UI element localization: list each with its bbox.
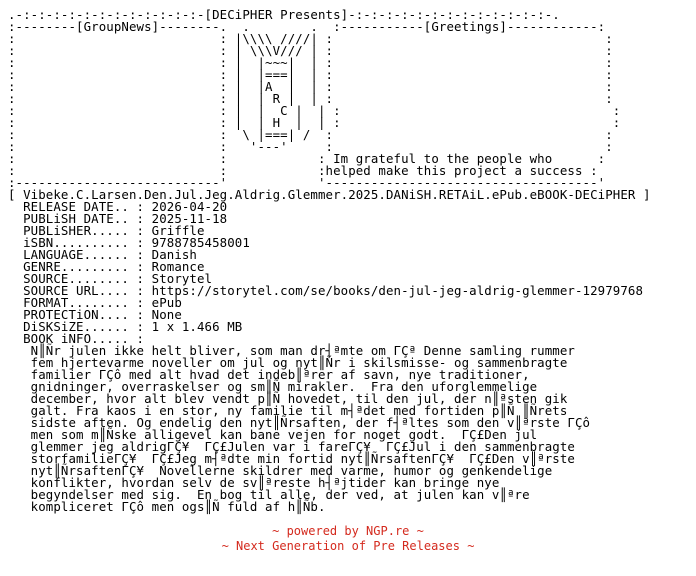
powered-by-suffix: ~ xyxy=(409,524,424,538)
nfo-text: .-:-:-:-:-:-:-:-:-:-:-:-:-[DECiPHER Presents]-:-:-:-:-:-:-:-:-:-:-:-:-:-. :--------[GroupNews]--------. . . :-----------[Greetings]------------: : : |\\\\ ////| : : : : | \\\V/// | : : : : | |~~~| | : : : : | |===| | : : : : | |A | | : : : : | | R | | : : : : | | C | | : : : : | | H | | : : : : \ |===| / : : : : '---' : : : : : Im grateful to the people who : : : :helped make this project a success : :---------------------------' '------------------------------------' [ Vibeke.C.Larsen.Den.Jul.Jeg.Aldrig.Glemmer.2025.DANiSH.RETAiL.ePub.eBOOK-DECiPHER ] RELEASE DATE.. : 2026-04-20 PUBLiSH DATE.. : 2025-11-18 PUBLiSHER..... : Griffle iSBN.......... : 9788785458001 LANGUAGE...... : Danish GENRE......... : Romance SOURCE........ : Storytel SOURCE URL.... : https://storytel.com/se/books/den-jul-jeg-aldrig-glemmer-12979768 FORMAT........ : ePub PROTECTiON.... : None DiSKSiZE...... : 1 x 1.466 MB BOOK iNFO..... : N║Ñr julen ikke helt bliver, som man dr┤ªmte om ΓÇª Denne samling rummer fem hjertevarme noveller om jul og nyt║Ñr i skilsmisse- og sammenbragte familier ΓÇô med alt hvad det indeb║ªrer af savn, nye traditioner, gnidninger, overraskelser og sm║Ñ mirakler. Fra den uforglemmelige december, hvor alt blev vendt p║Ñ hovedet, til den jul, der n║ªsten gik galt. Fra kaos i en stor, ny familie til m┤ªdet med fortiden p║Ñ ║Ñrets sidste aften. Og endelig den nyt║Ñrsaften, der f┤ªltes som den v║ªrste ΓÇô men som m║Ñske alligevel kan bane vejen for noget godt. ΓÇ£Den jul glemmer jeg aldrigΓÇ¥ ΓÇ£Julen var i fareΓÇ¥ ΓÇ£Jul i den sammenbragte storfamilieΓÇ¥ ΓÇ£Jeg m┤ªdte min fortid nyt║ÑrsaftenΓÇ¥ ΓÇ£Den v║ªrste nyt║ÑrsaftenΓÇ¥ Novellerne skildrer med varme, humor og genkendelige konflikter, hvordan selv de sv║ªreste h┤ªjtider kan bringe nye begyndelser med sig. En bog til alle, der ved, at julen kan v║ªre kompliceret ΓÇô men ogs║Ñ fuld af h║Ñb. xyxy=(8,7,651,514)
ngp-link[interactable]: NGP.re xyxy=(366,524,410,538)
powered-by-line xyxy=(0,524,696,539)
tagline: ~ Next Generation of Pre Releases ~ xyxy=(221,539,475,553)
powered-by-prefix: ~ powered by xyxy=(272,524,367,538)
